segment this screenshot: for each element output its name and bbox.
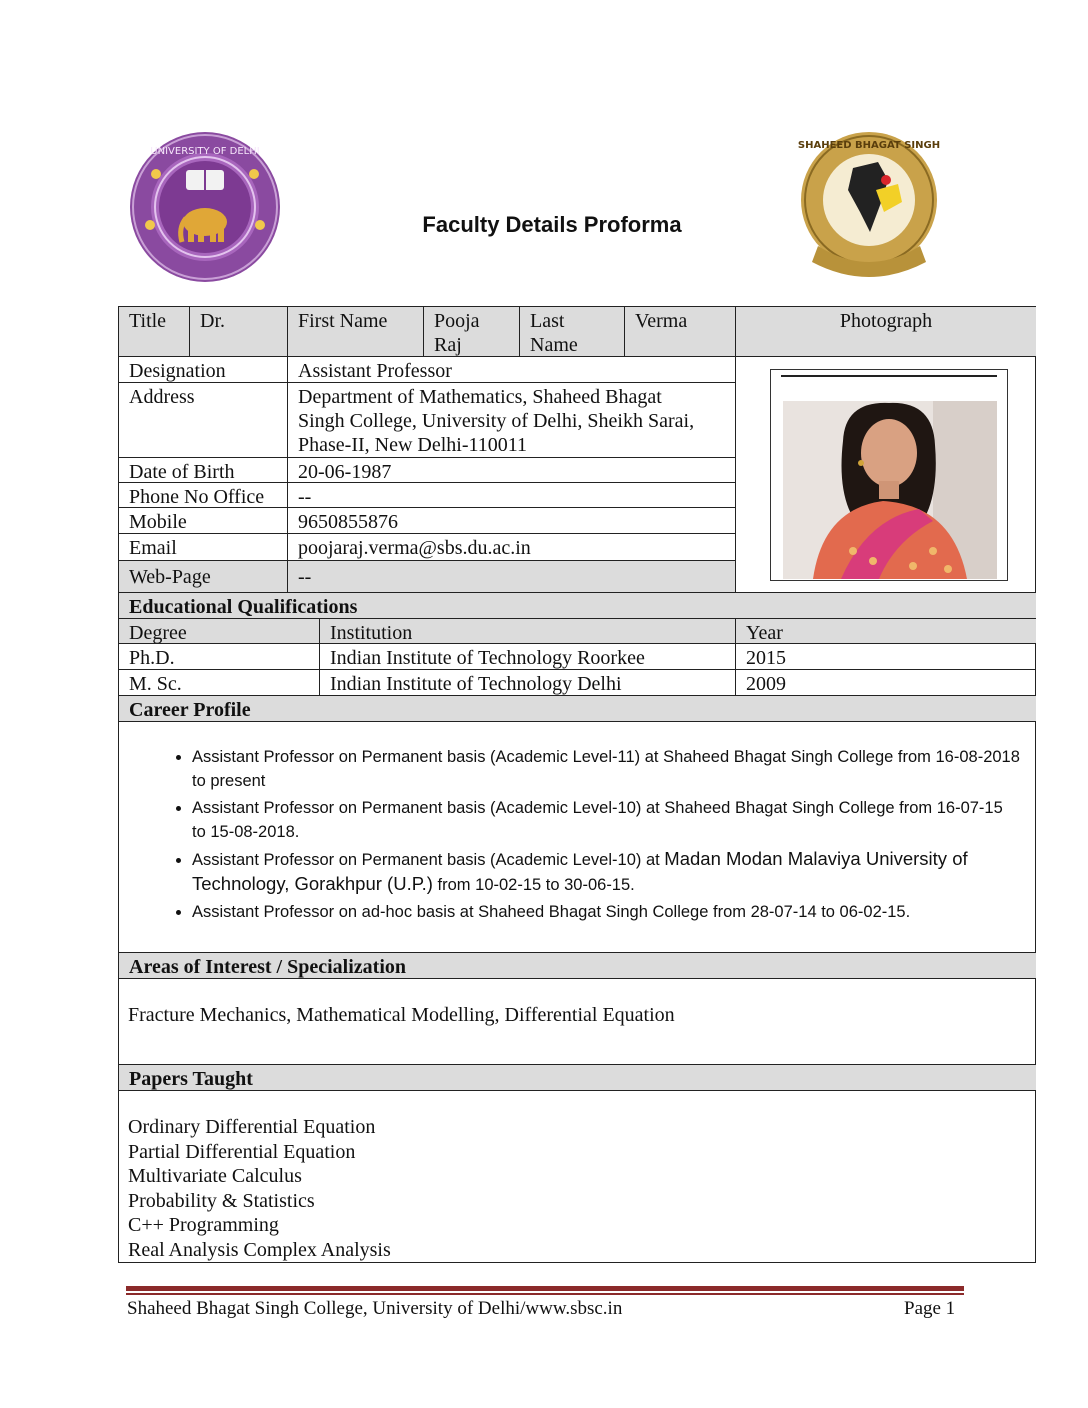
career-heading: Career Profile [119,696,1036,722]
title-label: Title [119,307,190,357]
webpage-label: Web-Page [119,561,288,593]
address-line1: Department of Mathematics, Shaheed Bhagat [298,386,662,408]
education-heading: Educational Qualifications [119,593,1036,619]
career-item-3 [192,847,1020,897]
faculty-photo [783,401,997,579]
education-col-institution: Institution [320,619,736,644]
mobile-label: Mobile [119,508,288,534]
last-name-label-line2: Name [530,334,578,356]
paper-item: Multivariate Calculus [128,1165,302,1187]
career-item-3-b: Madan Modan Malaviya University of Technology, Gorakhpur (U.P.) [192,848,968,894]
address-line2: Singh College, University of Delhi, Sheikh Sarai, [298,410,695,432]
education-col-degree: Degree [119,619,320,644]
address-label: Address [119,383,288,458]
footer-page-number: Page 1 [904,1298,956,1319]
first-name-value [424,307,520,357]
education-row1-institution: Indian Institute of Technology Roorkee [320,644,736,670]
footer-college-url: Shaheed Bhagat Singh College, University of Delhi/www.sbsc.in [127,1298,623,1319]
address-value [288,383,736,458]
career-item-1: • Assistant Professor on Permanent basis (Academic Level-11) at Shaheed Bhagat Singh College from 16-08-2018 to present [192,745,1020,793]
designation-value: Assistant Professor [288,357,736,383]
career-item-3-c: from 10-02-15 to 30-06-15. [432,876,635,894]
papers-heading: Papers Taught [119,1065,1036,1091]
first-name-line1: Pooja [434,310,480,332]
phone-label: Phone No Office [119,483,288,508]
email-label: Email [119,534,288,561]
university-of-delhi-logo [128,130,282,284]
career-item-3-a: Assistant Professor on Permanent basis (Academic Level-10) at [192,851,665,869]
first-name-label: First Name [288,307,424,357]
paper-item: Partial Differential Equation [128,1140,356,1163]
page-title: Faculty Details Proforma [422,212,682,237]
mobile-value: 9650855876 [288,508,736,534]
interests-heading: Areas of Interest / Specialization [119,953,1036,979]
svg-text:SHAHEED BHAGAT SINGH: SHAHEED BHAGAT SINGH [798,140,940,151]
paper-item: Ordinary Differential Equation [128,1116,376,1138]
dob-value: 20-06-1987 [288,458,736,483]
title-value: Dr. [190,307,288,357]
webpage-value: -- [288,561,736,593]
paper-item: Probability & Statistics [128,1189,315,1212]
designation-label: Designation [119,357,288,383]
svg-text:UNIVERSITY OF DELHI: UNIVERSITY OF DELHI [150,146,260,157]
dob-label: Date of Birth [119,458,288,483]
career-item-4: • Assistant Professor on ad-hoc basis at Shaheed Bhagat Singh College from 28-07-14 to 06-02-15. [192,900,1020,924]
education-row2-degree: M. Sc. [119,670,320,696]
education-col-year: Year [736,619,1036,644]
interests-text: Fracture Mechanics, Mathematical Modelling, Differential Equation [128,1004,675,1026]
first-name-line2: Raj [434,334,462,356]
phone-value: -- [288,483,736,508]
sbsc-logo [798,128,940,284]
address-line3: Phase-II, New Delhi-110011 [298,434,528,456]
paper-item: Real Analysis Complex Analysis [128,1238,391,1261]
email-value[interactable]: poojaraj.verma@sbs.du.ac.in [288,534,736,561]
career-list [118,745,1036,927]
education-row1-year: 2015 [736,644,1036,670]
photograph-label: Photograph [736,307,1036,357]
last-name-label [520,307,625,357]
photograph-frame [770,369,1008,581]
career-item-2: • Assistant Professor on Permanent basis (Academic Level-10) at Shaheed Bhagat Singh College from 16-07-15 to 15-08-2018. [192,796,1020,844]
education-row2-year: 2009 [736,670,1036,696]
education-row2-institution: Indian Institute of Technology Delhi [320,670,736,696]
footer-rule-thin [126,1293,964,1295]
papers-list [128,1115,391,1262]
footer-rule-thick [126,1286,964,1291]
last-name-value: Verma [625,307,736,357]
last-name-label-line1: Last [530,310,565,332]
education-row1-degree: Ph.D. [119,644,320,670]
paper-item: C++ Programming [128,1214,279,1236]
photo-top-rule [781,375,997,377]
